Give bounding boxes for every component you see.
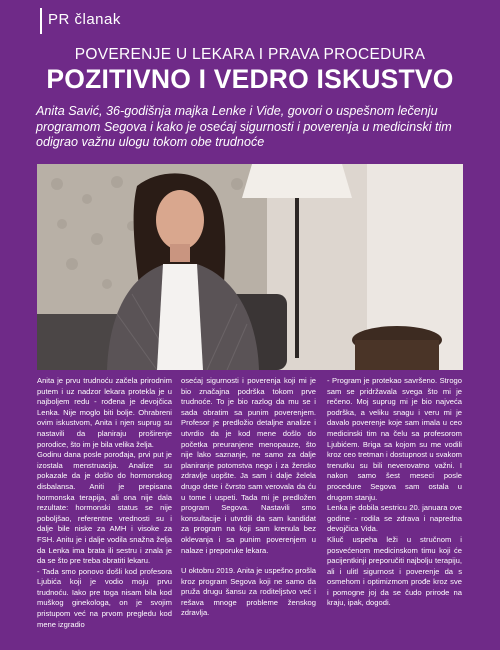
article-lead: Anita Savić, 36-godišnja majka Lenke i Vide, govori o uspešnom lečenju programom Segova i kako je osećaj sigurnosti i poverenja u medicinski tim odigrao važnu ulogu tokom obe trudnoće — [36, 104, 452, 149]
article-kicker: POVERENJE U LEKARA I PRAVA PROCEDURA — [74, 46, 426, 63]
paragraph: Godinu dana posle porođaja, prvi put je izostala menstruacija. Analize su pokazale da je došlo do hormonskog disbalansa. Aniti je prepisana hormonska terapija, ali ona nije dala rezultate: hormonski status se nije poboljšao, referentne vrednosti su i dalje bile niske za AMH i visoke za FSH. Anitu je i dalje vodila snažna želja da Lenka ima brata ili sestru i znala je da se što pre treba obratiti lekaru. — [37, 450, 172, 566]
paragraph: - Program je protekao savršeno. Strogo sam se pridržavala svega što mi je rečeno. Moj suprug mi je bio najveća podrška, a veliku snagu i veru mi je davalo poverenje koje sam imala u ceo medicinski tim na čelu sa profesorom Ljubićem. Briga sa kojom su me vodili kroz ceo tretman i dostupnost u svakom trenutku su bili neverovatno važni. I nakon samo šest meseci posle procedure Segova sam ostala u drugom stanju. — [327, 376, 462, 502]
text-column-1 — [37, 376, 172, 630]
paragraph: osećaj sigurnosti i poverenja koji mi je bio značajna podrška tokom prve trudnoće. To je bio razlog da mu se i sada obratim sa punim poverenjem. Profesor je predložio detaljne analize i utvrdio da je kod mene došlo do početka preuranjene menopauze, što nije lako saznanje, ne samo za dalje planiranje potomstva nego i za žensko zdravlje uopšte. Ja sam i dalje želela drugo dete i čvrsto sam verovala da ću u tome i uspeti. Tada mi je predložen program Segova. Nastavili smo konsultacije i utvrdili da sam kandidat za program na koji sam krenula bez oklevanja i sa punim poverenjem u nalaze i preporuke lekara. — [181, 376, 316, 555]
paragraph: - Tada smo ponovo došli kod profesora Ljubića koji je vodio moju prvu trudnoću. Iako pre toga nisam bila kod muškog ginekologa, on je svojim pristupom već na prvom pregledu kod mene izgradio — [37, 566, 172, 629]
text-column-2 — [181, 376, 316, 619]
section-tag-bar — [40, 8, 42, 34]
text-column-3 — [327, 376, 462, 609]
paragraph: U oktobru 2019. Anita je uspešno prošla kroz program Segova koji ne samo da pruža drugu šansu za roditeljstvo već i rešava mnoge probleme ženskog zdravlja. — [181, 566, 316, 618]
photo-illustration — [37, 164, 463, 370]
article-headline: POZITIVNO I VEDRO ISKUSTVO — [46, 64, 454, 94]
paragraph: Kliuč uspeha leži u stručnom i posvećenom medicinskom timu koji će pacijentkinji preporučiti najbolju terapiju, ali i ulitl sigurnost i poverenje da s osmehom i optimizmom prođe kroz sve i pomogne joj da se čudo prirode na kraju, ipak, dogodi. — [327, 534, 462, 608]
article-photo — [37, 164, 463, 370]
section-tag: PR članak — [48, 11, 121, 28]
paragraph: Anita je prvu trudnoću začela prirodnim putem i uz nadzor lekara protekla je u najboljem redu - rođena je devojčica Lenka. Nije moglo biti bolje. Ohrabreni ovim iskustvom, Anita i njen suprug su nastavili da planiraju proširenje porodice, što im je bila velika želja. — [37, 376, 172, 449]
paragraph: Lenka je dobila sestricu 20. januara ove godine - rodila se zdrava i napredna devojčica Vida. — [327, 503, 462, 534]
